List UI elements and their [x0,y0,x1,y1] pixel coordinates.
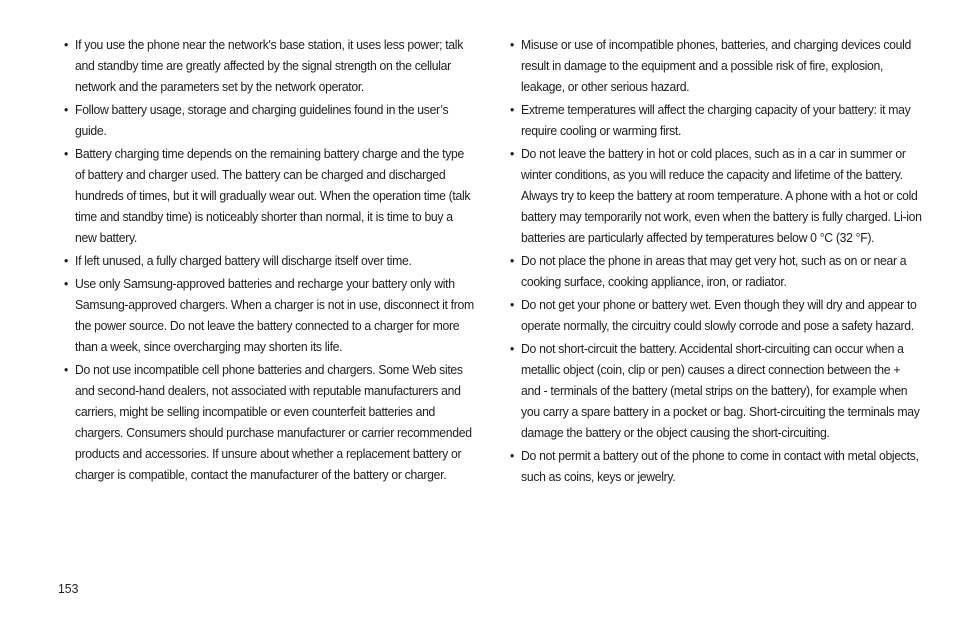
list-item: • If left unused, a fully charged battery will discharge itself over time. [64,250,476,271]
list-item: • Do not place the phone in areas that may get very hot, such as on or near a cooking surface, cooking appliance, iron, or radiator. [510,250,922,292]
list-item: • Do not permit a battery out of the phone to come in contact with metal objects, such as coins, keys or jewelry. [510,445,922,487]
left-bullet-list [64,34,474,487]
list-item: • Follow battery usage, storage and charging guidelines found in the user’s guide. [64,99,476,141]
list-item: • Battery charging time depends on the remaining battery charge and the type of battery and charger used. The battery can be charged and discharged hundreds of times, but it will gradually wear out. When the operation time (talk time and standby time) is noticeably shorter than normal, it is time to buy a new battery. [64,143,476,248]
list-item: • Extreme temperatures will affect the charging capacity of your battery: it may require cooling or warming first. [510,99,922,141]
list-item: • Do not leave the battery in hot or cold places, such as in a car in summer or winter conditions, as you will reduce the capacity and lifetime of the battery. Always try to keep the battery at room temperature. A phone with a hot or cold battery may temporarily not work, even when the battery is fully charged. Li-ion batteries are particularly affected by temperatures below 0 °C (32 °F). [510,143,922,248]
list-item: • If you use the phone near the network's base station, it uses less power; talk and standby time are greatly affected by the signal strength on the cellular network and the parameters set by the network operator. [64,34,476,97]
right-bullet-list [510,34,922,489]
list-item: • Do not short-circuit the battery. Accidental short-circuiting can occur when a metallic object (coin, clip or pen) causes a direct connection between the + and - terminals of the battery (metal strips on the battery), for example when you carry a spare battery in a pocket or bag. Short-circuiting the terminals may damage the battery or the object causing the short-circuiting. [510,338,922,443]
list-item: • Use only Samsung-approved batteries and recharge your battery only with Samsung-approved chargers. When a charger is not in use, disconnect it from the power source. Do not leave the battery connected to a charger for more than a week, since overcharging may shorten its life. [64,273,476,357]
list-item: • Do not get your phone or battery wet. Even though they will dry and appear to operate normally, the circuitry could slowly corrode and pose a safety hazard. [510,294,922,336]
list-item: • Misuse or use of incompatible phones, batteries, and charging devices could result in damage to the equipment and a possible risk of fire, explosion, leakage, or other serious hazard. [510,34,922,97]
page-number: 153 [58,581,79,596]
list-item: • Do not use incompatible cell phone batteries and chargers. Some Web sites and second-hand dealers, not associated with reputable manufacturers and carriers, might be selling incompatible or even counterfeit batteries and chargers. Consumers should purchase manufacturer or carrier recommended products and accessories. If unsure about whether a replacement battery or charger is compatible, contact the manufacturer of the battery or charger. [64,359,476,485]
